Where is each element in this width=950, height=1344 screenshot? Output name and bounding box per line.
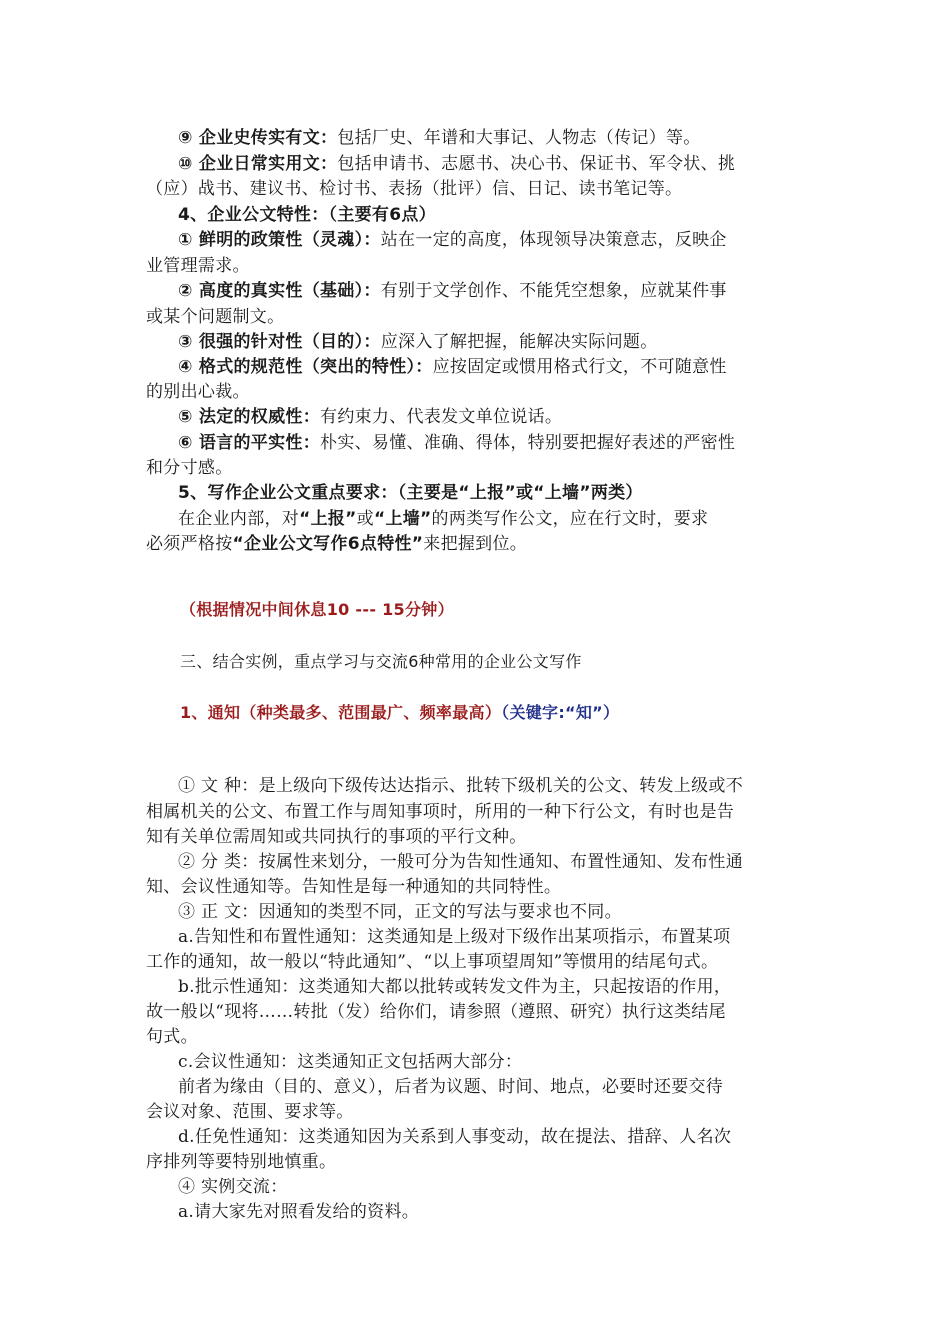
bold-lead: ① 鲜明的政策性（灵魂）：	[178, 230, 381, 250]
line-text: （应）战书、建议书、检讨书、表扬（批评）信、日记、读书笔记等。	[146, 179, 683, 199]
bold-lead: ③ 很强的针对性（目的）：	[178, 332, 381, 352]
body-line: 句式。	[146, 1027, 198, 1047]
bold-lead: 4、企业公文特性：（主要有6点）	[178, 205, 436, 225]
paragraph-line	[178, 405, 562, 429]
line-text: 朴实、易懂、准确、得体，特别要把握好表述的严密性	[320, 433, 736, 453]
paragraph-line	[178, 152, 735, 176]
line-text: 和分寸感。	[146, 458, 233, 478]
paragraph-line	[178, 126, 701, 150]
body-line: ① 文 种：是上级向下级传达达指示、批转下级机关的公文、转发上级或不	[178, 776, 744, 796]
body-line: 知、会议性通知等。告知性是每一种通知的共同特性。	[146, 877, 562, 897]
line-text: 站在一定的高度，体现领导决策意志，反映企	[380, 230, 727, 250]
paragraph-line	[146, 177, 682, 201]
paragraph-line	[178, 279, 727, 303]
section-heading-5	[178, 481, 643, 505]
paragraph-line	[146, 380, 250, 404]
line-text: 应深入了解把握，能解决实际问题。	[380, 332, 658, 352]
bold-lead: ⑨ 企业史传实有文：	[178, 128, 338, 148]
paragraph-line	[178, 355, 727, 379]
body-line: 相属机关的公文、布置工作与周知事项时，所用的一种下行公文，有时也是告	[146, 802, 735, 822]
paragraph-line	[178, 431, 735, 455]
body-line: a.告知性和布置性通知：这类通知是上级对下级作出某项指示，布置某项	[178, 927, 731, 947]
paragraph-line	[178, 330, 658, 354]
bold-lead: ⑩ 企业日常实用文：	[178, 154, 338, 174]
bold-lead: 5、写作企业公文重点要求：（主要是“上报”或“上墙”两类）	[178, 483, 643, 503]
line-text: 有别于文学创作、不能凭空想象，应就某件事	[380, 281, 727, 301]
line-text: 包括厂史、年谱和大事记、人物志（传记）等。	[337, 128, 701, 148]
line-text: 业管理需求。	[146, 256, 250, 276]
body-line: d.任免性通知：这类通知因为关系到人事变动，故在提法、措辞、人名次	[178, 1127, 732, 1147]
notice-heading-main: 1、通知（种类最多、范围最广、频率最高）	[180, 703, 502, 722]
line-text: 在企业内部，对	[178, 509, 300, 529]
line-text: 必须严格按	[146, 534, 233, 554]
notice-heading	[180, 701, 619, 725]
section-three-heading: 三、结合实例，重点学习与交流6种常用的企业公文写作	[180, 652, 582, 671]
body-line: ③ 正 文：因通知的类型不同，正文的写法与要求也不同。	[178, 902, 622, 922]
section-heading-4	[178, 203, 436, 227]
paragraph-line	[178, 228, 727, 252]
notice-heading-keyword: （关键字:“知”）	[501, 703, 620, 722]
bold-term: “企业公文写作6点特性”	[232, 534, 424, 554]
paragraph-line	[146, 532, 527, 556]
bold-lead: ⑥ 语言的平实性：	[178, 433, 321, 453]
break-note: （根据情况中间休息10 --- 15分钟）	[180, 600, 454, 619]
paragraph-line	[178, 507, 708, 531]
paragraph-line	[146, 305, 284, 329]
bold-lead: ② 高度的真实性（基础）：	[178, 281, 381, 301]
line-text: 有约束力、代表发文单位说话。	[320, 407, 563, 427]
line-text: 来把握到位。	[423, 534, 528, 554]
paragraph-line	[146, 456, 233, 480]
bold-lead: ④ 格式的规范性（突出的特性）：	[178, 357, 433, 377]
line-text: 的两类写作公文，应在行文时，要求	[431, 509, 709, 529]
body-line: a.请大家先对照看发给的资料。	[178, 1202, 420, 1222]
line-text: 或某个问题制文。	[146, 307, 285, 327]
body-line: 工作的通知，故一般以“特此通知”、“以上事项望周知”等惯用的结尾句式。	[146, 952, 719, 972]
body-line: ④ 实例交流：	[178, 1177, 288, 1197]
line-text: 或	[356, 509, 374, 529]
body-line: 知有关单位需周知或共同执行的事项的平行文种。	[146, 827, 527, 847]
line-text: 的别出心裁。	[146, 382, 250, 402]
body-line: 会议对象、范围、要求等。	[146, 1102, 354, 1122]
body-line: ② 分 类：按属性来划分，一般可分为告知性通知、布置性通知、发布性通	[178, 852, 744, 872]
line-text: 包括申请书、志愿书、决心书、保证书、军令状、挑	[337, 154, 736, 174]
line-text: 应按固定或惯用格式行文，不可随意性	[432, 357, 727, 377]
body-line: 故一般以“现将……转批（发）给你们，请参照（遵照、研究）执行这类结尾	[146, 1002, 726, 1022]
body-line: c.会议性通知：这类通知正文包括两大部分：	[178, 1052, 523, 1072]
bold-term: “上墙”	[373, 509, 432, 529]
paragraph-line	[146, 254, 250, 278]
bold-term: “上报”	[299, 509, 357, 529]
bold-lead: ⑤ 法定的权威性：	[178, 407, 321, 427]
body-line: 序排列等要特别地慎重。	[146, 1152, 337, 1172]
body-line: 前者为缘由（目的、意义），后者为议题、时间、地点，必要时还要交待	[178, 1077, 724, 1097]
body-line: b.批示性通知：这类通知大都以批转或转发文件为主，只起按语的作用，	[178, 977, 732, 997]
